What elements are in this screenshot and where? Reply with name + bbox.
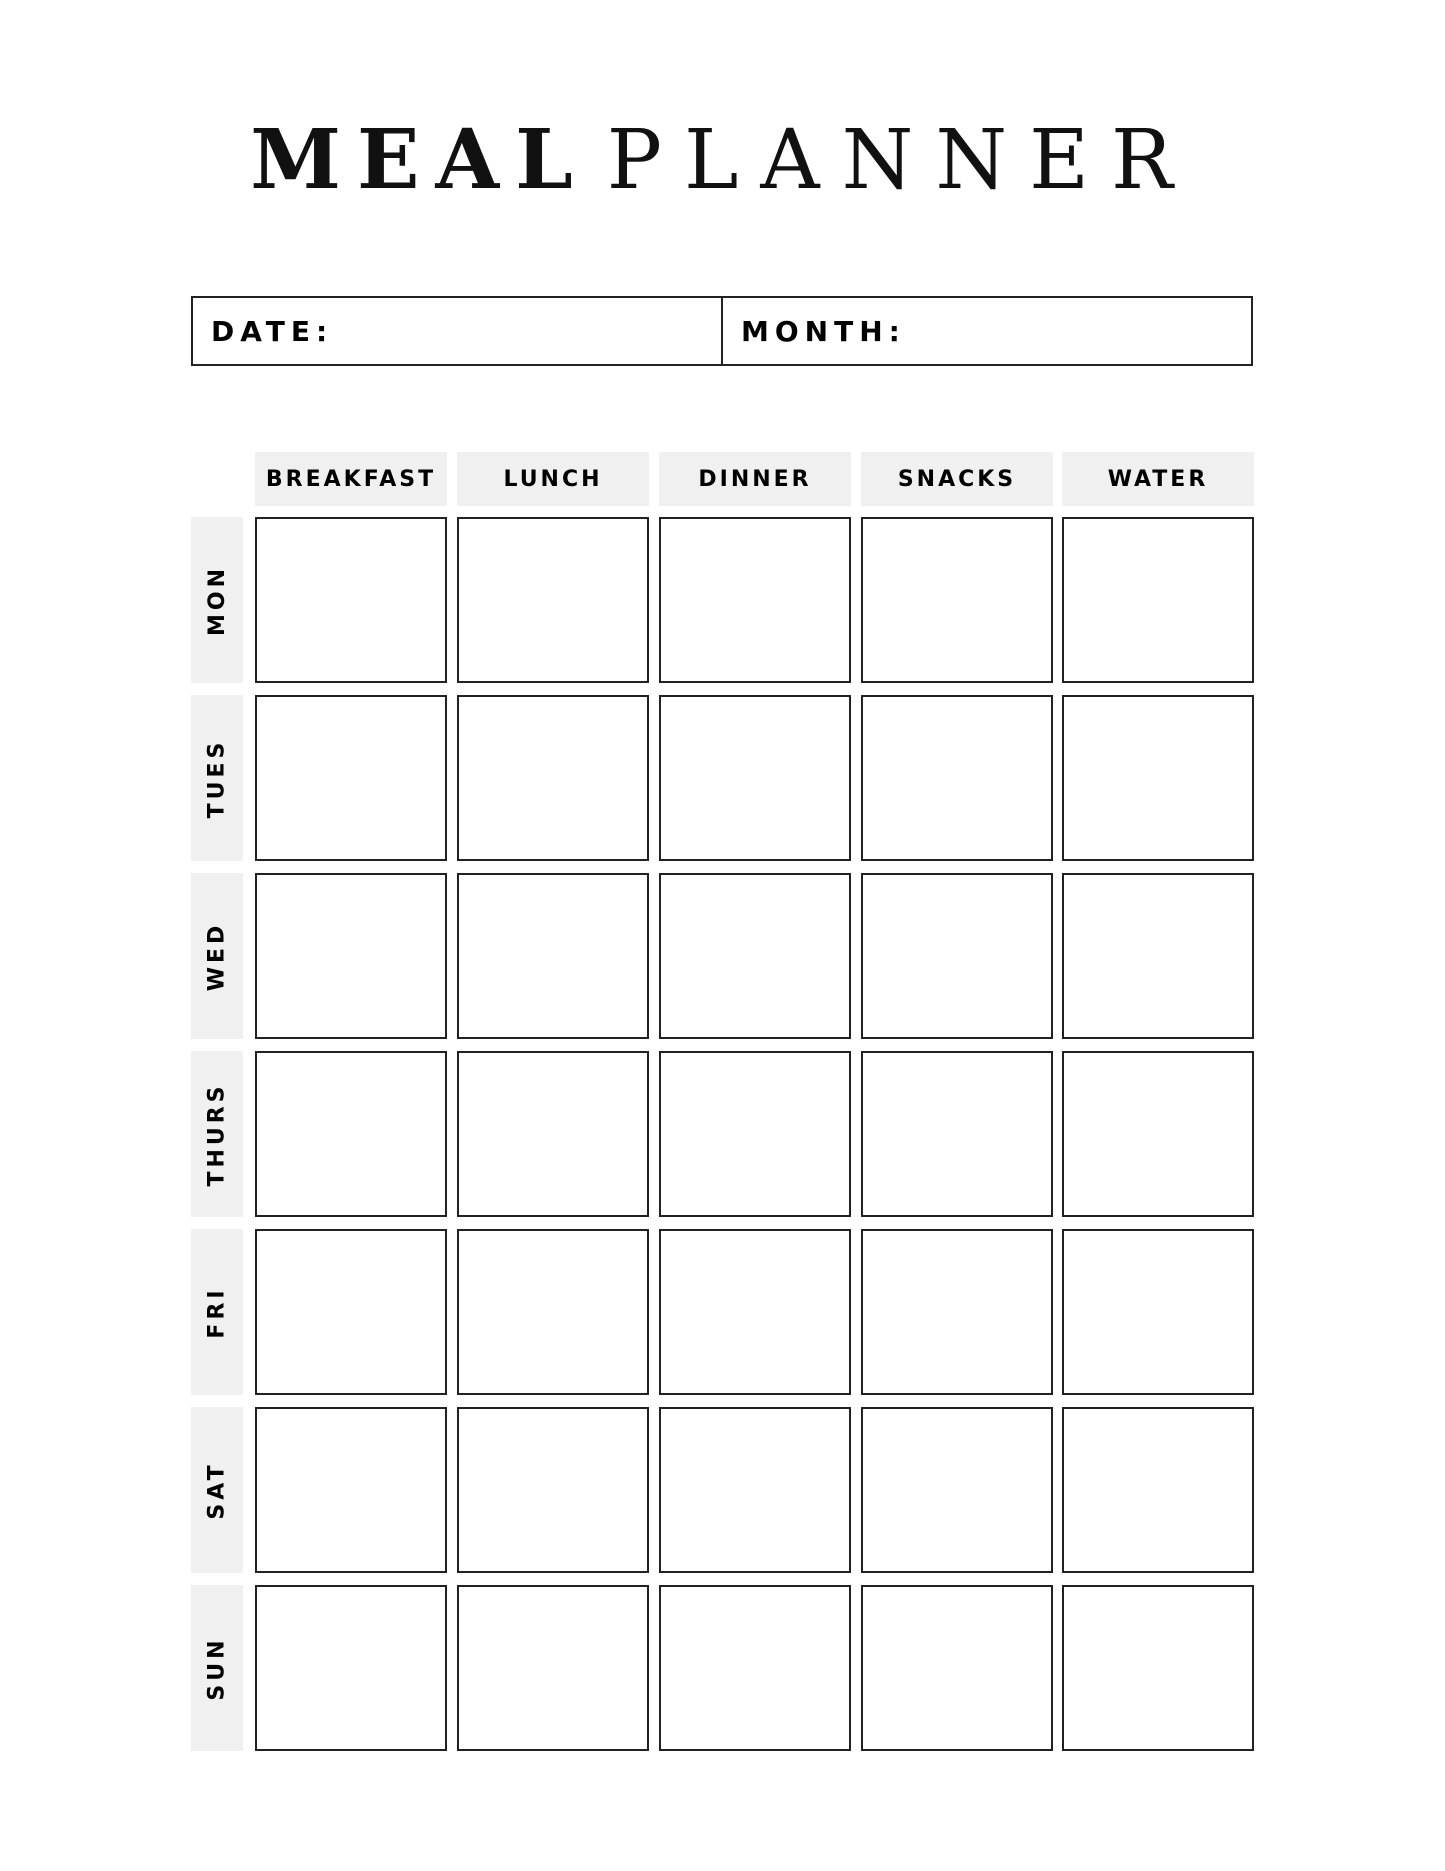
meal-cell-thurs-snacks[interactable] xyxy=(861,1051,1053,1217)
date-label: DATE: xyxy=(211,314,334,348)
title-meal: MEAL xyxy=(250,112,589,208)
date-month-bar xyxy=(191,296,1253,366)
meal-cell-sat-dinner[interactable] xyxy=(659,1407,851,1573)
meal-cell-sat-breakfast[interactable] xyxy=(255,1407,447,1573)
meal-cell-mon-snacks[interactable] xyxy=(861,517,1053,683)
meal-cell-mon-breakfast[interactable] xyxy=(255,517,447,683)
meal-cell-sun-dinner[interactable] xyxy=(659,1585,851,1751)
meal-cell-tues-snacks[interactable] xyxy=(861,695,1053,861)
meal-cell-sun-lunch[interactable] xyxy=(457,1585,649,1751)
meal-cell-tues-water[interactable] xyxy=(1062,695,1254,861)
month-field[interactable] xyxy=(721,298,1251,364)
date-field[interactable] xyxy=(193,298,721,364)
month-label: MONTH: xyxy=(741,314,906,348)
meal-cell-wed-lunch[interactable] xyxy=(457,873,649,1039)
meal-cell-sat-water[interactable] xyxy=(1062,1407,1254,1573)
meal-cell-mon-water[interactable] xyxy=(1062,517,1254,683)
meal-cell-thurs-dinner[interactable] xyxy=(659,1051,851,1217)
day-label-sun: SUN xyxy=(191,1585,243,1751)
day-label-mon: MON xyxy=(191,517,243,683)
page-title xyxy=(0,110,1445,210)
column-header-breakfast: BREAKFAST xyxy=(255,452,447,506)
meal-cell-fri-water[interactable] xyxy=(1062,1229,1254,1395)
column-header-water: WATER xyxy=(1062,452,1254,506)
meal-cell-fri-snacks[interactable] xyxy=(861,1229,1053,1395)
meal-cell-fri-lunch[interactable] xyxy=(457,1229,649,1395)
meal-cell-sun-water[interactable] xyxy=(1062,1585,1254,1751)
meal-cell-sat-snacks[interactable] xyxy=(861,1407,1053,1573)
meal-cell-wed-water[interactable] xyxy=(1062,873,1254,1039)
meal-cell-sun-snacks[interactable] xyxy=(861,1585,1053,1751)
meal-cell-sat-lunch[interactable] xyxy=(457,1407,649,1573)
title-planner: PLANNER xyxy=(606,113,1195,208)
meal-cell-wed-snacks[interactable] xyxy=(861,873,1053,1039)
meal-cell-fri-dinner[interactable] xyxy=(659,1229,851,1395)
day-label-fri: FRI xyxy=(191,1229,243,1395)
meal-cell-tues-lunch[interactable] xyxy=(457,695,649,861)
meal-cell-fri-breakfast[interactable] xyxy=(255,1229,447,1395)
meal-cell-wed-dinner[interactable] xyxy=(659,873,851,1039)
meal-cell-thurs-lunch[interactable] xyxy=(457,1051,649,1217)
meal-cell-tues-breakfast[interactable] xyxy=(255,695,447,861)
meal-cell-mon-dinner[interactable] xyxy=(659,517,851,683)
meal-cell-mon-lunch[interactable] xyxy=(457,517,649,683)
meal-cell-thurs-breakfast[interactable] xyxy=(255,1051,447,1217)
meal-cell-tues-dinner[interactable] xyxy=(659,695,851,861)
column-header-dinner: DINNER xyxy=(659,452,851,506)
day-label-sat: SAT xyxy=(191,1407,243,1573)
column-header-lunch: LUNCH xyxy=(457,452,649,506)
meal-cell-wed-breakfast[interactable] xyxy=(255,873,447,1039)
day-label-thurs: THURS xyxy=(191,1051,243,1217)
day-label-tues: TUES xyxy=(191,695,243,861)
meal-cell-sun-breakfast[interactable] xyxy=(255,1585,447,1751)
meal-cell-thurs-water[interactable] xyxy=(1062,1051,1254,1217)
column-header-snacks: SNACKS xyxy=(861,452,1053,506)
day-label-wed: WED xyxy=(191,873,243,1039)
